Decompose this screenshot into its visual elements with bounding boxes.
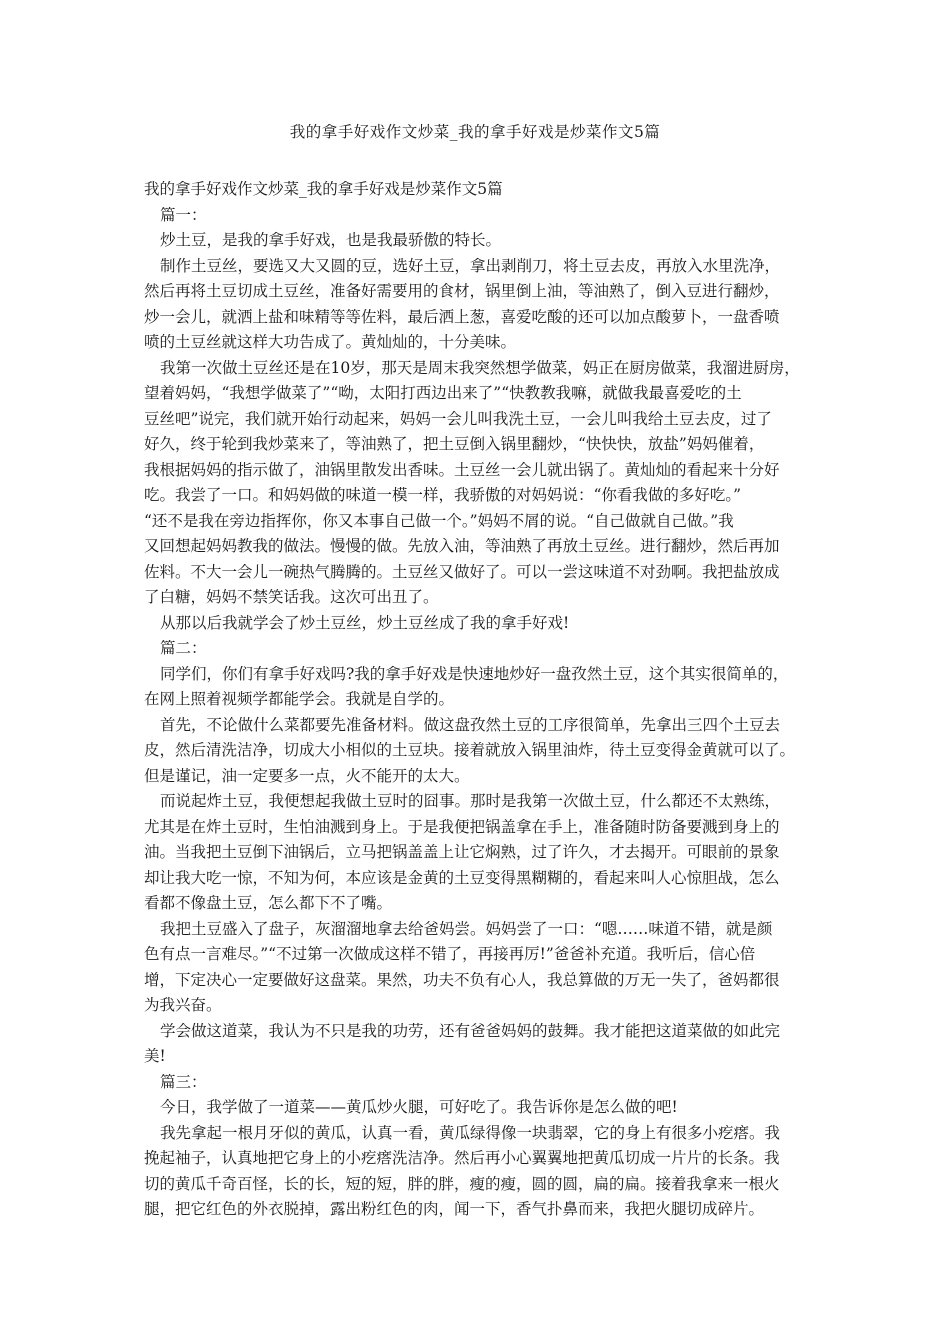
text-line: 喷的土豆丝就这样大功告成了。黄灿灿的，十分美味。 xyxy=(144,333,517,351)
text-line: 却让我大吃一惊，不知为何，本应该是金黄的土豆变得黑糊糊的，看起来叫人心惊胆战，怎么 xyxy=(144,868,780,887)
text-line: 然后再将土豆切成土豆丝，准备好需要用的食材，锅里倒上油，等油熟了，倒入豆进行翻炒， xyxy=(144,282,780,300)
text-line: 我根据妈妈的指示做了，油锅里散发出香味。土豆丝一会儿就出锅了。黄灿灿的看起来十分好 xyxy=(144,460,780,479)
text-line: 首先，不论做什么菜都要先准备材料。做这盘孜然土豆的工序很简单，先拿出三四个土豆去 xyxy=(160,715,781,734)
text-line: 切的黄瓜千奇百怪，长的长，短的短，胖的胖，瘦的瘦，圆的圆，扁的扁。接着我拿来一根火 xyxy=(144,1174,780,1193)
document-body xyxy=(144,177,812,1223)
text-line: 皮，然后清洗洁净，切成大小相似的土豆块。接着就放入锅里油炸，待土豆变得金黄就可以了。 xyxy=(144,741,796,759)
text-line: 今日，我学做了一道菜——黄瓜炒火腿，可好吃了。我告诉你是怎么做的吧! xyxy=(160,1098,678,1116)
text-line: 豆丝吧”说完，我们就开始行动起来，妈妈一会儿叫我洗土豆，一会儿叫我给土豆去皮，过了 xyxy=(144,409,772,428)
text-line: 美! xyxy=(144,1047,166,1065)
text-line: 又回想起妈妈教我的做法。慢慢的做。先放入油，等油熟了再放土豆丝。进行翻炒，然后再加 xyxy=(144,537,780,555)
text-line: 制作土豆丝，要选又大又圆的豆，选好土豆，拿出剥削刀，将土豆去皮，再放入水里洗净， xyxy=(160,256,781,275)
text-line: 我把土豆盛入了盘子，灰溜溜地拿去给爸妈尝。妈妈尝了一口：“嗯……味道不错，就是颜 xyxy=(160,919,773,938)
text-line: 但是谨记，油一定要多一点，火不能开的太大。 xyxy=(144,766,470,785)
text-line: 好久，终于轮到我炒菜来了，等油熟了，把土豆倒入锅里翻炒，“快快快，放盐”妈妈催着， xyxy=(144,435,765,453)
page-title: 我的拿手好戏作文炒菜_我的拿手好戏是炒菜作文5篇 xyxy=(289,123,661,141)
text-line: 色有点一言难尽。”“不过第一次做成这样不错了，再接再厉!”爸爸补充道。我听后，信心倍 xyxy=(144,945,756,963)
text-line: “还不是我在旁边指挥你，你又本事自己做一个。”妈妈不屑的说。“自己做就自己做。”我 xyxy=(144,511,734,530)
text-line: 篇二： xyxy=(160,639,207,657)
text-line: 了白糖，妈妈不禁笑话我。这次可出丑了。 xyxy=(144,588,439,606)
text-line: 腿，把它红色的外衣脱掉，露出粉红色的肉，闻一下，香气扑鼻而来，我把火腿切成碎片。 xyxy=(144,1200,765,1218)
text-line: 挽起袖子，认真地把它身上的小疙瘩洗洁净。然后再小心翼翼地把黄瓜切成一片片的长条。我 xyxy=(144,1149,780,1167)
text-line: 增，下定决心一定要做好这盘菜。果然，功夫不负有心人，我总算做的万无一失了，爸妈都很 xyxy=(144,970,780,989)
text-line: 油。当我把土豆倒下油锅后，立马把锅盖盖上让它焖熟，过了许久，才去揭开。可眼前的景象 xyxy=(144,843,780,861)
text-line: 我第一次做土豆丝还是在10岁，那天是周末我突然想学做菜，妈正在厨房做菜，我溜进厨房， xyxy=(160,358,800,377)
text-line: 尤其是在炸土豆时，生怕油溅到身上。于是我便把锅盖拿在手上，准备随时防备要溅到身上的 xyxy=(144,817,780,836)
text-line: 吃。我尝了一口。和妈妈做的味道一模一样，我骄傲的对妈妈说：“你看我做的多好吃。” xyxy=(144,486,742,504)
text-line: 同学们，你们有拿手好戏吗?我的拿手好戏是快速地炒好一盘孜然土豆，这个其实很简单的， xyxy=(160,664,789,683)
text-line: 看都不像盘土豆，怎么都下不了嘴。 xyxy=(144,894,393,912)
text-line: 在网上照着视频学都能学会。我就是自学的。 xyxy=(144,690,455,708)
text-line: 从那以后我就学会了炒土豆丝，炒土豆丝成了我的拿手好戏! xyxy=(160,613,570,632)
text-line: 炒土豆，是我的拿手好戏，也是我最骄傲的特长。 xyxy=(160,231,502,249)
text-line: 篇一： xyxy=(160,205,207,224)
text-line: 佐料。不大一会儿一碗热气腾腾的。土豆丝又做好了。可以一尝这味道不对劲啊。我把盐放成 xyxy=(144,562,780,581)
text-line: 而说起炸土豆，我便想起我做土豆时的囧事。那时是我第一次做土豆，什么都还不太熟练， xyxy=(160,792,781,810)
text-line: 我的拿手好戏作文炒菜_我的拿手好戏是炒菜作文5篇 xyxy=(144,180,503,198)
text-line: 我先拿起一根月牙似的黄瓜，认真一看，黄瓜绿得像一块翡翠，它的身上有很多小疙瘩。我 xyxy=(160,1123,781,1142)
text-line: 为我兴奋。 xyxy=(144,996,222,1014)
text-line: 学会做这道菜，我认为不只是我的功劳，还有爸爸妈妈的鼓舞。我才能把这道菜做的如此完 xyxy=(160,1021,781,1040)
text-line: 炒一会儿，就洒上盐和味精等等佐料，最后洒上葱，喜爱吃酸的还可以加点酸萝卜，一盘香喷 xyxy=(144,307,780,326)
text-line: 望着妈妈，“我想学做菜了”“呦，太阳打西边出来了”“快教教我嘛，就做我最喜爱吃的土 xyxy=(144,384,742,402)
text-line: 篇三： xyxy=(160,1072,207,1091)
